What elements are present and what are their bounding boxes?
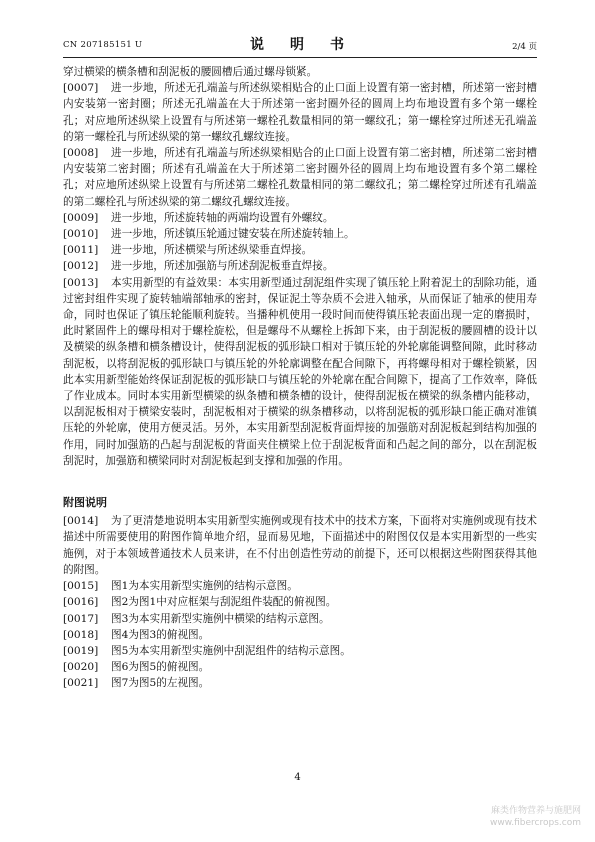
paragraph-0013 [63,275,537,469]
figure-list-item [63,627,537,643]
figure-description: 图6为图5的俯视图。 [111,661,210,674]
figure-description: 图7为图5的左视图。 [111,677,210,690]
paragraph-text: 进一步地，所述无孔端盖与所述纵梁相贴合的止口面上设置有第一密封槽，所述第一密封槽内安装第一密封圈；所述无孔端盖在大于所述第一密封圈外径的圆周上均布地设置有多个第一螺栓孔；对应地所述纵梁上设置有与所述第一螺栓孔数量相同的第一螺纹孔；第一螺栓穿过所述无孔端盖的第一螺栓孔与所述纵梁的第一螺纹孔螺纹连接。 [63,82,537,143]
paragraph-text: 进一步地，所述有孔端盖与所述纵梁相贴合的止口面上设置有第二密封槽，所述第二密封槽内安装第二密封圈；所述有孔端盖在大于所述第二密封圈外径的圆周上均布地设置有多个第二螺栓孔；对应地所述纵梁上设置有与所述第二螺栓孔数量相同的第二螺纹孔；第二螺栓穿过所述有孔端盖的第二螺栓孔与所述纵梁的第二螺纹孔螺纹连接。 [63,147,537,208]
page-number: 4 [294,772,301,783]
paragraph-0008 [63,145,537,210]
paragraph-number: [0008] [63,147,99,160]
watermark-site-name: 麻类作物营养与施肥网 [490,806,581,816]
paragraph-0011 [63,242,537,258]
figure-list-item [63,643,537,659]
paragraph-number: [0021] [63,677,99,690]
paragraph-number: [0016] [63,596,99,609]
figure-description: 图5为本实用新型实施例中刮泥组件的结构示意图。 [111,644,351,657]
paragraph-0009 [63,210,537,226]
section-heading-drawings: 附图说明 [63,496,107,510]
header-rule [63,57,537,58]
patent-number: CN 207185151 U [63,40,143,50]
paragraph-0014 [63,513,537,578]
paragraph-number: [0013] [63,276,99,289]
figure-list-item [63,675,537,691]
document-title: 说 明 书 [250,37,350,53]
paragraph-number: [0012] [63,260,99,273]
continuation-text: 穿过横梁的横条槽和刮泥板的腰圆槽后通过螺母锁紧。 [63,66,318,78]
paragraph-0012 [63,258,537,274]
paragraph-text: 进一步地，所述镇压轮通过键安装在所述旋转轴上。 [111,228,355,241]
paragraph-0010 [63,226,537,242]
watermark [490,805,581,829]
paragraph-number: [0017] [63,612,99,625]
paragraph-number: [0019] [63,644,99,657]
paragraph-number: [0009] [63,211,99,224]
figure-description: 图1为本实用新型实施例的结构示意图。 [111,580,298,593]
paragraph-number: [0007] [63,82,99,95]
paragraph-number: [0011] [63,244,99,257]
paragraph-text: 本实用新型的有益效果：本实用新型通过刮泥组件实现了镇压轮上附着泥土的刮除功能，通过密封组件实现了旋转轴端部轴承的密封，保证泥土等杂质不会进入轴承，从而保证了轴承的使用寿命，同时也保证了镇压轮能顺利旋转。当播种机使用一段时间而使得镇压轮表面出现一定的磨损时，此时紧固件上的螺母相对于螺栓旋松，但是螺母不从螺栓上拆卸下来，由于刮泥板的腰圆槽的设计以及横梁的纵条槽和横条槽设计，使得刮泥板的弧形缺口相对于镇压轮的外轮廓能调整间隙，此时移动刮泥板，以将刮泥板的弧形缺口与镇压轮的外轮廓调整在配合间隙下，再将螺母相对于螺栓锁紧，因此本实用新型能始终保证刮泥板的弧形缺口与镇压轮的外轮廓在配合间隙下，提高了工作效率，降低了作业成本。同时本实用新型横梁的纵条槽和横条槽的设计，使得刮泥板在横梁的纵条槽内能移动，以刮泥板相对于横梁安装时，刮泥板相对于横梁的纵条槽移动，以将刮泥板的弧形缺口能正确对准镇压轮的外轮廓，使用方便灵活。另外，本实用新型刮泥板背面焊接的加强筋对刮泥板起到结构加强的作用，同时加强筋的凸起与刮泥板的背面夹住横梁上位于刮泥板背面和凸起之间的部分，以在刮泥板刮泥时，加强筋和横梁同时对刮泥板起到支撑和加强的作用。 [63,276,537,467]
paragraph-text: 进一步地，所述加强筋与所述刮泥板垂直焊接。 [111,260,334,273]
page-header [63,34,537,54]
document-body [63,64,537,692]
paragraph-number: [0020] [63,661,99,674]
paragraph-number: [0014] [63,515,99,528]
figure-list-item [63,659,537,675]
paragraph-text: 为了更清楚地说明本实用新型实施例或现有技术中的技术方案，下面将对实施例或现有技术描述中所需要使用的附图作简单地介绍，显而易见地，下面描述中的附图仅仅是本实用新型的一些实施例，对于本领域普通技术人员来讲，在不付出创造性劳动的前提下，还可以根据这些附图获得其他的附图。 [63,515,537,576]
figure-description: 图4为图3的俯视图。 [111,628,210,641]
paragraph-number: [0018] [63,628,99,641]
paragraph-text: 进一步地，所述横梁与所述纵梁垂直焊接。 [111,244,313,257]
paragraph-number: [0015] [63,580,99,593]
watermark-url: www.fibercrops.com [490,818,581,828]
figure-description: 图2为图1中对应框架与刮泥组件装配的俯视图。 [111,596,337,609]
figure-list-item [63,594,537,610]
paragraph-0007 [63,80,537,145]
figure-list-item [63,578,537,594]
paragraph-text: 进一步地，所述旋转轴的两端均设置有外螺纹。 [111,211,334,224]
paragraph-number: [0010] [63,228,99,241]
page-indicator: 2/4 页 [512,42,537,52]
figure-description: 图3为本实用新型实施例中横梁的结构示意图。 [111,612,330,625]
figure-list-item [63,611,537,627]
